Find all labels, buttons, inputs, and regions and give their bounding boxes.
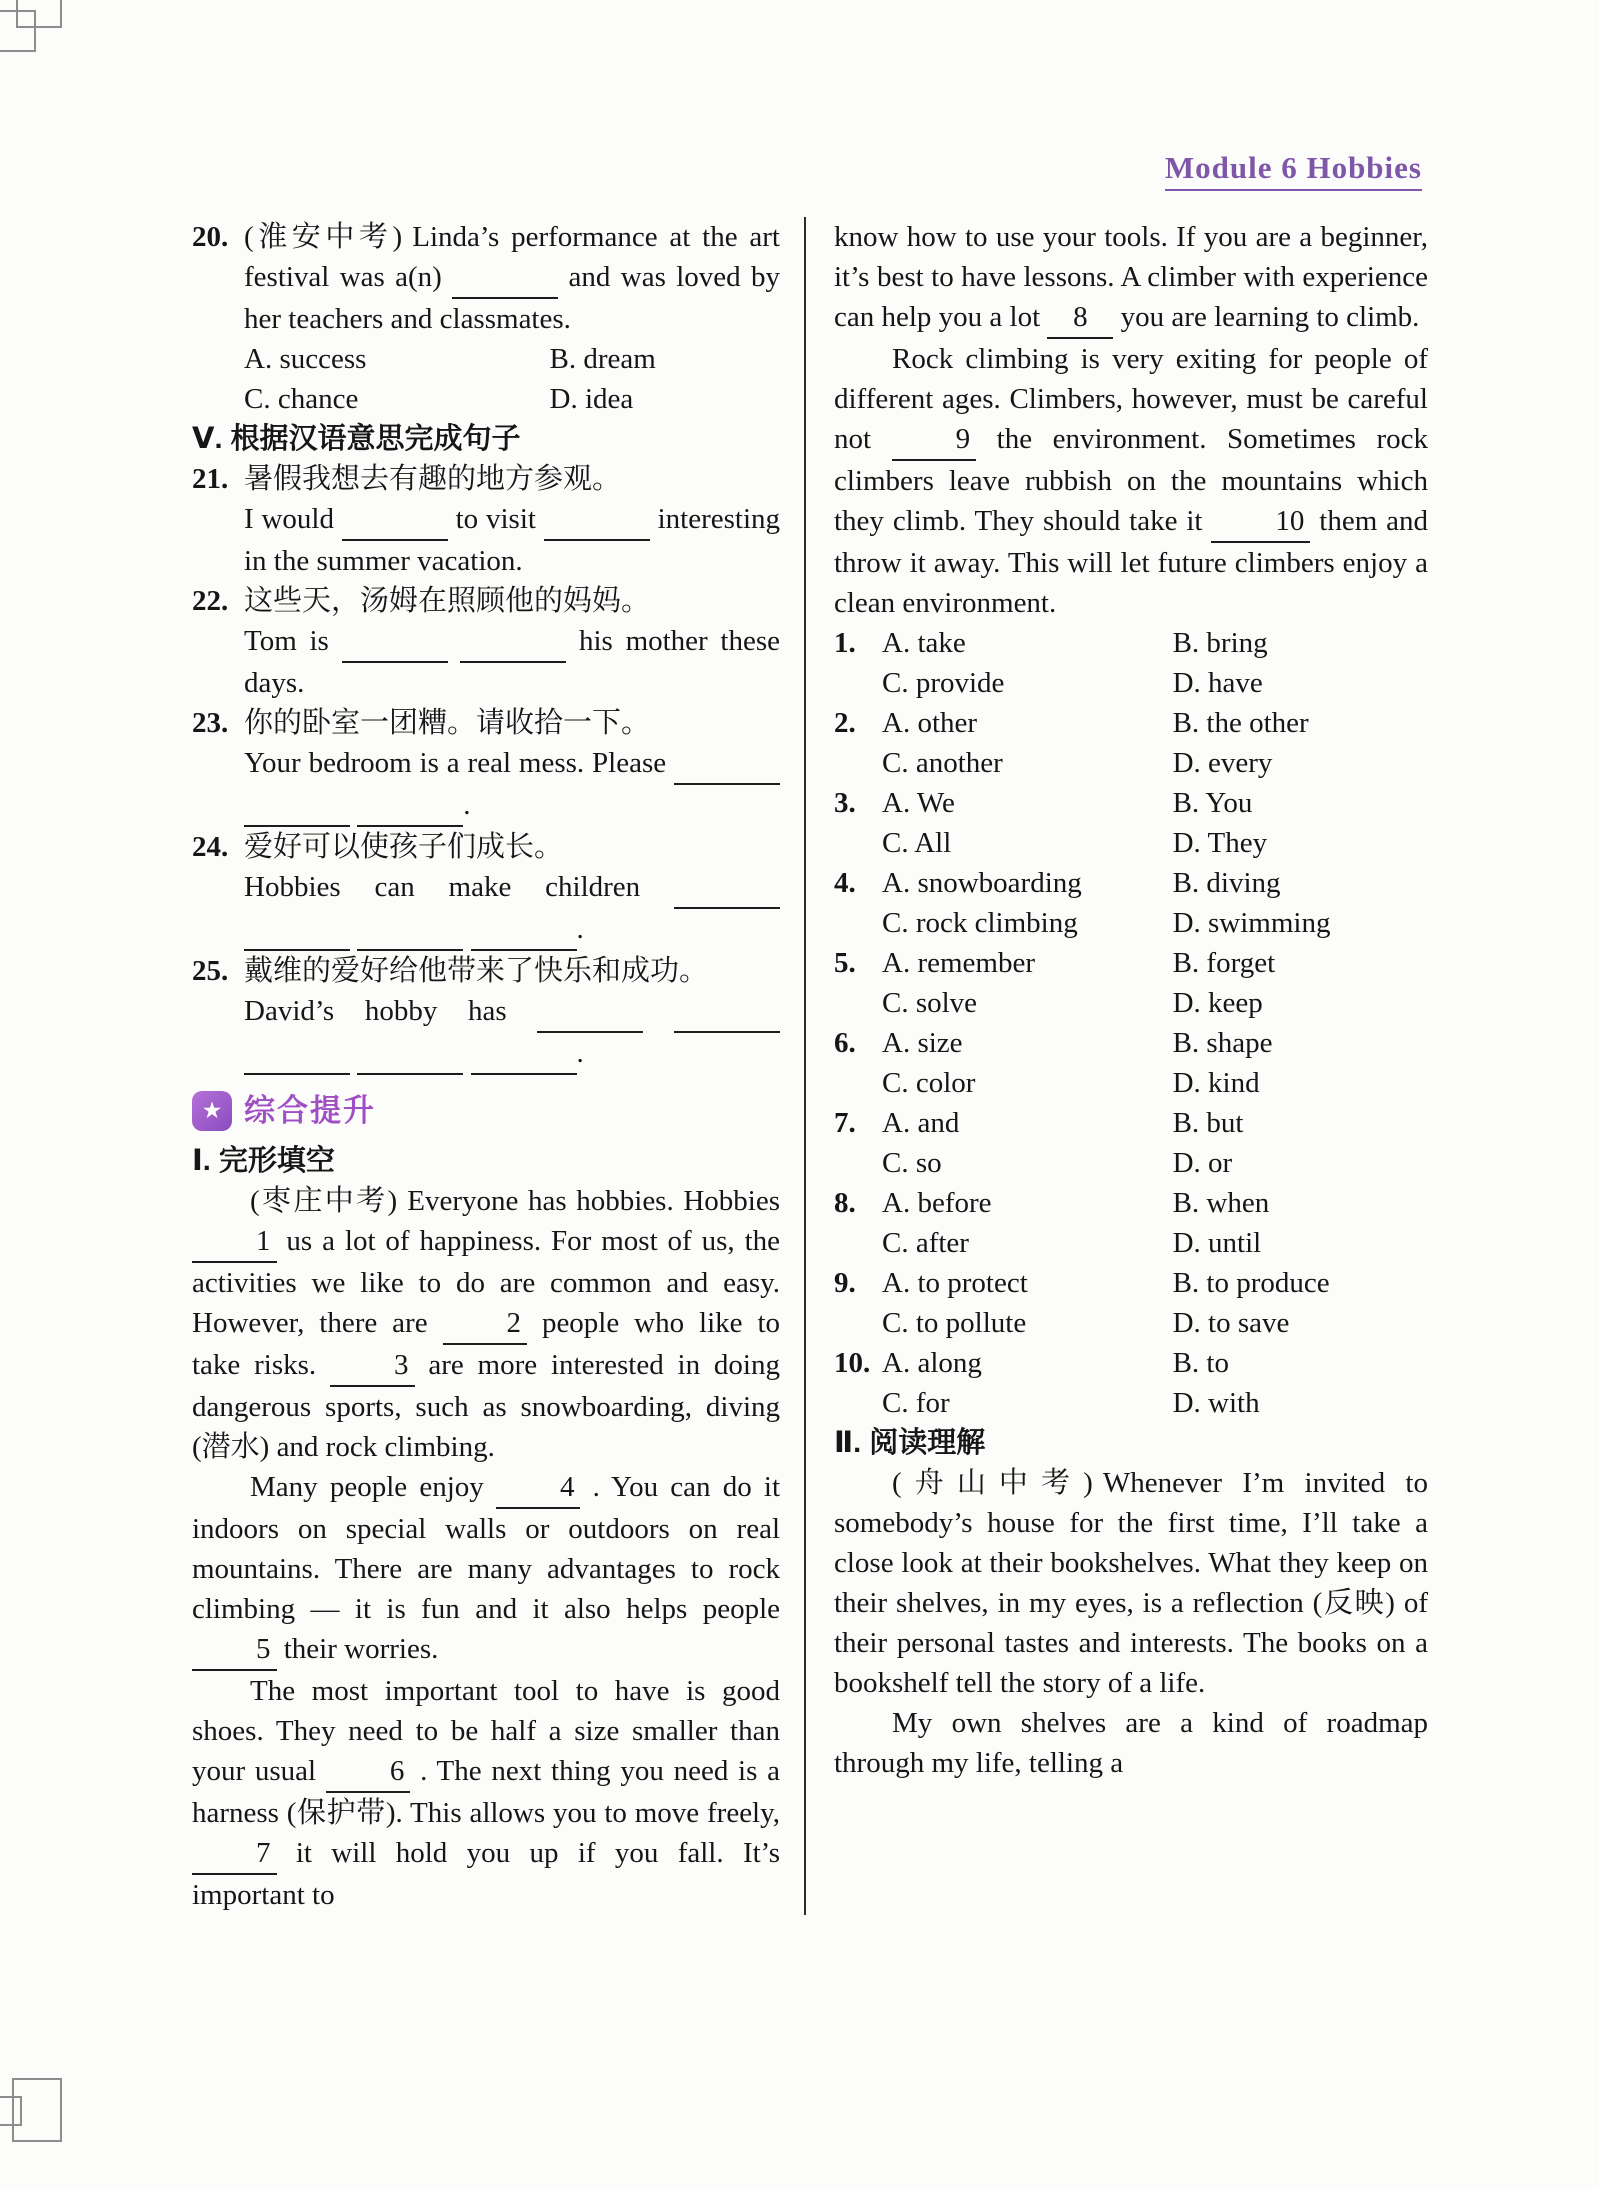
option-b: B. dream <box>549 343 656 375</box>
question-24-number: 24. <box>192 831 229 863</box>
question-25-chinese: 戴维的爱好给他带来了快乐和成功。 <box>244 955 709 987</box>
option-number: 8. <box>834 1187 856 1219</box>
question-22-number: 22. <box>192 585 229 617</box>
option-c: C. so <box>882 1147 942 1179</box>
option-c: C. another <box>882 747 1003 779</box>
cloze-options-1 <box>834 623 1428 703</box>
question-21-body <box>244 459 780 581</box>
reading-paragraph-1-text: Whenever I’m invited to somebody’s house for the first time, I’ll take a close look at their bookshelves. What they keep on their shelves, in my eyes, is a reflection (反映) of their personal tastes and interests. The books on a bookshelf tell the story of a life. <box>834 1467 1428 1699</box>
reading-paragraph-2: My own shelves are a kind of roadmap through my life, telling a <box>834 1707 1428 1779</box>
cloze-options-7 <box>834 1103 1428 1183</box>
option-b: B. forget <box>1172 947 1276 979</box>
option-number: 2. <box>834 707 856 739</box>
question-20-body <box>244 217 780 419</box>
section-reading-title: Ⅱ. 阅读理解 <box>834 1427 986 1459</box>
question-23-chinese: 你的卧室一团糟。请收拾一下。 <box>244 707 651 739</box>
option-c: C. solve <box>882 987 978 1019</box>
cloze-paragraph-5: Rock climbing is very exiting for people of different ages. Climbers, however, must be careful not 9 the environment. Sometimes rock climbers leave rubbish on the mountains which they climb. They should take it 10 them and throw it away. This will let future climbers enjoy a clean environment. <box>834 343 1429 619</box>
cloze-options-8 <box>834 1183 1428 1263</box>
question-20-options <box>244 339 780 419</box>
option-d: D. every <box>1172 747 1273 779</box>
question-25-number: 25. <box>192 955 229 987</box>
reading-paragraph-1 <box>834 1463 1428 1703</box>
option-a: A. before <box>882 1187 992 1219</box>
cloze-paragraph-2: Many people enjoy 4 . You can do it indoors on special walls or outdoors on real mountains. There are many advantages to rock climbing — it is fun and it also helps people 5 their worries. <box>192 1467 780 1671</box>
cloze-paragraph-1 <box>192 1181 780 1467</box>
cloze-paragraph-3: The most important tool to have is good shoes. They need to be half a size smaller than your usual 6 . The next thing you need is a harness (保护带). This allows you to move freely, 7 it will hold you up if you fall. It’s important to <box>192 1675 781 1911</box>
question-21-english: I would to visit interesting in the summer vacation. <box>244 499 780 581</box>
question-21 <box>192 459 780 581</box>
cloze-options-2 <box>834 703 1428 783</box>
question-20-number: 20. <box>192 221 229 253</box>
option-d: D. They <box>1172 827 1268 859</box>
option-b: B. when <box>1172 1187 1270 1219</box>
question-20-text <box>244 217 780 339</box>
page-header <box>192 150 1428 191</box>
page-content <box>192 150 1428 1915</box>
question-23 <box>192 703 780 827</box>
section-v-title: Ⅴ. 根据汉语意思完成句子 <box>192 423 521 455</box>
option-a: A. size <box>882 1027 963 1059</box>
option-number: 4. <box>834 867 856 899</box>
question-22-english: Tom is his mother these days. <box>244 621 780 703</box>
exam-source-tag: (舟山中考) <box>892 1467 1093 1499</box>
section-cloze-title: Ⅰ. 完形填空 <box>192 1145 335 1177</box>
star-icon: ★ <box>192 1091 232 1131</box>
option-c: C. to pollute <box>882 1307 1027 1339</box>
option-b: B. shape <box>1172 1027 1273 1059</box>
two-column-layout <box>192 217 1428 1915</box>
option-c: C. after <box>882 1227 969 1259</box>
option-c: C. provide <box>882 667 1005 699</box>
question-22 <box>192 581 780 703</box>
option-a: A. snowboarding <box>882 867 1082 899</box>
question-22-chinese: 这些天，汤姆在照顾他的妈妈。 <box>244 585 651 617</box>
option-a: A. and <box>882 1107 960 1139</box>
option-c: C. rock climbing <box>882 907 1078 939</box>
cloze-options-4 <box>834 863 1428 943</box>
left-column <box>192 217 806 1915</box>
option-a: A. remember <box>882 947 1035 979</box>
question-22-body <box>244 581 780 703</box>
option-d: D. idea <box>549 383 634 415</box>
option-b: B. to produce <box>1172 1267 1330 1299</box>
option-a: A. We <box>882 787 955 819</box>
option-d: D. or <box>1172 1147 1233 1179</box>
cloze-options-6 <box>834 1023 1428 1103</box>
option-number: 3. <box>834 787 856 819</box>
option-number: 6. <box>834 1027 856 1059</box>
option-a: A. to protect <box>882 1267 1028 1299</box>
question-25-english: David’s hobby has . <box>244 991 780 1075</box>
question-21-chinese: 暑假我想去有趣的地方参观。 <box>244 463 622 495</box>
question-20 <box>192 217 780 419</box>
option-c: C. for <box>882 1387 950 1419</box>
option-d: D. to save <box>1172 1307 1290 1339</box>
section-badge <box>192 1091 780 1131</box>
option-d: D. kind <box>1172 1067 1260 1099</box>
option-number: 7. <box>834 1107 856 1139</box>
question-21-number: 21. <box>192 463 229 495</box>
cloze-paragraph-1-text: Everyone has hobbies. Hobbies 1 us a lot of happiness. For most of us, the activities we like to do are common and easy. However, there are 2 people who like to take risks. 3 are more interested in doing dangerous sports, such as snowboarding, diving (潜水) and rock climbing. <box>192 1185 780 1463</box>
option-number: 10. <box>834 1347 871 1379</box>
cloze-options-5 <box>834 943 1428 1023</box>
option-a: A. take <box>882 627 966 659</box>
option-number: 9. <box>834 1267 856 1299</box>
option-d: D. keep <box>1172 987 1263 1019</box>
question-25 <box>192 951 780 1075</box>
question-24 <box>192 827 780 951</box>
option-number: 1. <box>834 627 856 659</box>
right-column <box>806 217 1428 1915</box>
question-23-number: 23. <box>192 707 229 739</box>
option-b: B. You <box>1172 787 1253 819</box>
badge-label: 综合提升 <box>244 1093 376 1128</box>
question-23-body <box>244 703 780 827</box>
option-d: D. until <box>1172 1227 1262 1259</box>
option-number: 5. <box>834 947 856 979</box>
option-c: C. color <box>882 1067 976 1099</box>
exam-source-tag: (淮安中考) <box>244 221 403 253</box>
option-d: D. swimming <box>1172 907 1331 939</box>
option-c: C. chance <box>244 383 359 415</box>
crop-mark-top-left-2 <box>0 10 36 52</box>
question-20-stem: Linda’s performance at the art festival was a(n) and was loved by her teachers and classmates. <box>244 221 780 335</box>
option-b: B. the other <box>1172 707 1309 739</box>
option-a: A. other <box>882 707 978 739</box>
option-b: B. diving <box>1172 867 1281 899</box>
option-d: D. have <box>1172 667 1263 699</box>
question-23-english: Your bedroom is a real mess. Please . <box>244 743 780 827</box>
module-title: Module 6 Hobbies <box>1165 150 1422 191</box>
question-25-body <box>244 951 780 1075</box>
exam-source-tag: (枣庄中考) <box>250 1185 398 1217</box>
cloze-options-10 <box>834 1343 1428 1423</box>
option-a: A. success <box>244 343 367 375</box>
option-b: B. bring <box>1172 627 1268 659</box>
option-d: D. with <box>1172 1387 1260 1419</box>
option-b: B. but <box>1172 1107 1244 1139</box>
crop-mark-bottom-left-2 <box>0 2096 22 2126</box>
question-24-chinese: 爱好可以使孩子们成长。 <box>244 831 564 863</box>
option-b: B. to <box>1172 1347 1229 1379</box>
cloze-options-3 <box>834 783 1428 863</box>
option-c: C. All <box>882 827 952 859</box>
question-24-body <box>244 827 780 951</box>
option-a: A. along <box>882 1347 982 1379</box>
question-24-english: Hobbies can make children . <box>244 867 780 951</box>
cloze-options-9 <box>834 1263 1428 1343</box>
cloze-paragraph-4: know how to use your tools. If you are a beginner, it’s best to have lessons. A climber with experience can help you a lot 8 you are learning to climb. <box>834 217 1428 339</box>
